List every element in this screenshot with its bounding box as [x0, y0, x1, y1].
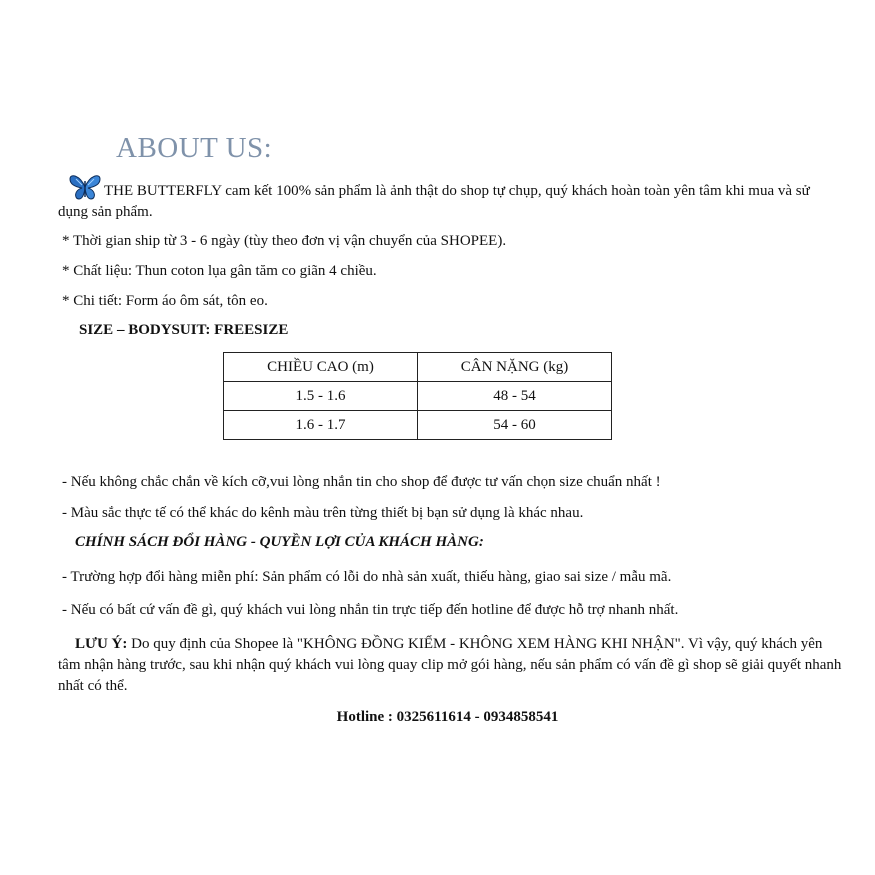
policy-item-free-exchange: - Trường hợp đổi hàng miễn phí: Sản phẩm có lỗi do nhà sản xuất, thiếu hàng, giao sai size / mẫu mã. [62, 569, 672, 585]
page-title: ABOUT US: [116, 132, 273, 164]
table-header-height: CHIỀU CAO (m) [224, 353, 418, 382]
intro-paragraph [58, 173, 843, 223]
policy-item-hotline: - Nếu có bất cứ vấn đề gì, quý khách vui lòng nhắn tin trực tiếp đến hotline để được hỗ trợ nhanh nhất. [62, 602, 679, 618]
butterfly-icon [68, 173, 102, 201]
size-table [223, 352, 612, 440]
size-note-color: - Màu sắc thực tế có thể khác do kênh màu trên từng thiết bị bạn sử dụng là khác nhau. [62, 505, 584, 521]
table-cell: 48 - 54 [418, 382, 612, 411]
detail-form: * Chi tiết: Form áo ôm sát, tôn eo. [62, 293, 268, 309]
policy-title: CHÍNH SÁCH ĐỔI HÀNG - QUYỀN LỢI CỦA KHÁCH HÀNG: [75, 534, 484, 550]
note-text: Do quy định của Shopee là "KHÔNG ĐỒNG KIỂM - KHÔNG XEM HÀNG KHI NHẬN". Vì vậy, quý khách yên tâm nhận hàng trước, sau khi nhận quý khách vui lòng quay clip mở gói hàng, nếu sản phẩm có vấn đề gì shop sẽ giải quyết nhanh nhất có thể. [58, 636, 842, 694]
table-row [224, 411, 612, 440]
size-note-advice: - Nếu không chắc chắn về kích cỡ,vui lòng nhắn tin cho shop để được tư vấn chọn size chuẩn nhất ! [62, 474, 661, 490]
hotline: Hotline : 0325611614 - 0934858541 [336, 709, 559, 725]
size-title: SIZE – BODYSUIT: FREESIZE [79, 322, 289, 338]
table-cell: 54 - 60 [418, 411, 612, 440]
note-label: LƯU Ý: [75, 636, 128, 652]
note-paragraph [58, 634, 843, 697]
table-cell: 1.6 - 1.7 [224, 411, 418, 440]
table-header-row [224, 353, 612, 382]
intro-text: THE BUTTERFLY cam kết 100% sản phẩm là ảnh thật do shop tự chụp, quý khách hoàn toàn yên tâm khi mua và sử dụng sản phẩm. [58, 183, 810, 220]
table-cell: 1.5 - 1.6 [224, 382, 418, 411]
table-row [224, 382, 612, 411]
table-header-weight: CÂN NẶNG (kg) [418, 353, 612, 382]
detail-shipping: * Thời gian ship từ 3 - 6 ngày (tùy theo đơn vị vận chuyển của SHOPEE). [62, 233, 507, 249]
detail-material: * Chất liệu: Thun coton lụa gân tăm co giãn 4 chiều. [62, 263, 377, 279]
